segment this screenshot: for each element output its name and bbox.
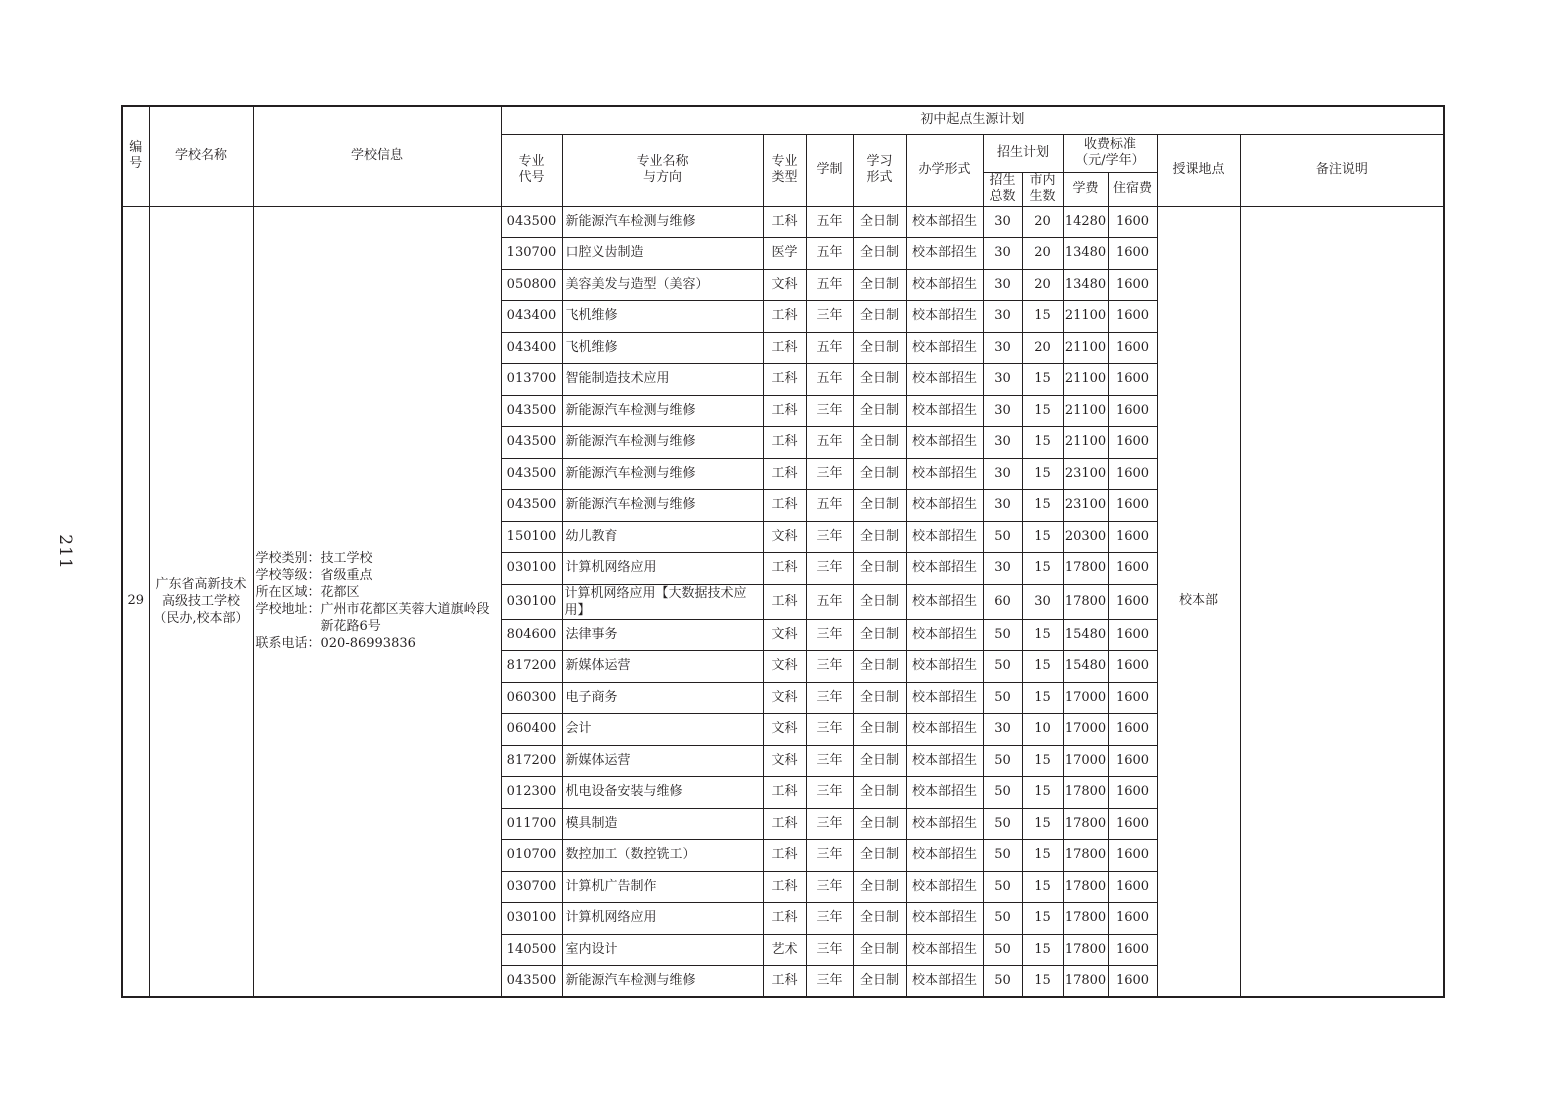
header-major-name: 专业名称与方向 bbox=[562, 134, 763, 206]
cell-tuition: 17800 bbox=[1063, 934, 1108, 966]
cell-tuition: 17000 bbox=[1063, 714, 1108, 746]
cell-mode: 校本部招生 bbox=[906, 714, 983, 746]
cell-total: 50 bbox=[983, 521, 1022, 553]
cell-total: 30 bbox=[983, 427, 1022, 459]
cell-city: 15 bbox=[1022, 682, 1063, 714]
cell-form: 全日制 bbox=[853, 903, 906, 935]
cell-duration: 五年 bbox=[806, 364, 853, 396]
cell-name: 新能源汽车检测与维修 bbox=[562, 490, 763, 522]
cell-mode: 校本部招生 bbox=[906, 903, 983, 935]
cell-form: 全日制 bbox=[853, 619, 906, 651]
cell-city: 15 bbox=[1022, 490, 1063, 522]
cell-type: 艺术 bbox=[763, 934, 806, 966]
cell-total: 60 bbox=[983, 584, 1022, 619]
cell-mode: 校本部招生 bbox=[906, 745, 983, 777]
cell-mode: 校本部招生 bbox=[906, 934, 983, 966]
enrollment-table bbox=[121, 105, 1445, 998]
cell-total: 50 bbox=[983, 966, 1022, 998]
header-duration: 学制 bbox=[806, 134, 853, 206]
cell-city: 30 bbox=[1022, 584, 1063, 619]
cell-form: 全日制 bbox=[853, 714, 906, 746]
cell-duration: 三年 bbox=[806, 903, 853, 935]
cell-type: 文科 bbox=[763, 745, 806, 777]
header-school-name: 学校名称 bbox=[149, 106, 253, 206]
cell-name: 新能源汽车检测与维修 bbox=[562, 206, 763, 238]
cell-city: 15 bbox=[1022, 521, 1063, 553]
cell-dorm: 1600 bbox=[1108, 619, 1157, 651]
cell-duration: 三年 bbox=[806, 682, 853, 714]
cell-code: 013700 bbox=[501, 364, 562, 396]
header-major-code: 专业代号 bbox=[501, 134, 562, 206]
cell-mode: 校本部招生 bbox=[906, 490, 983, 522]
cell-code: 030100 bbox=[501, 553, 562, 585]
cell-duration: 三年 bbox=[806, 966, 853, 998]
cell-code: 150100 bbox=[501, 521, 562, 553]
cell-duration: 五年 bbox=[806, 206, 853, 238]
header-enroll-total: 招生总数 bbox=[983, 172, 1022, 206]
cell-total: 30 bbox=[983, 206, 1022, 238]
cell-form: 全日制 bbox=[853, 269, 906, 301]
cell-form: 全日制 bbox=[853, 490, 906, 522]
cell-dorm: 1600 bbox=[1108, 934, 1157, 966]
cell-code: 043500 bbox=[501, 966, 562, 998]
cell-tuition: 15480 bbox=[1063, 619, 1108, 651]
cell-code: 043500 bbox=[501, 206, 562, 238]
cell-form: 全日制 bbox=[853, 301, 906, 333]
cell-tuition: 21100 bbox=[1063, 301, 1108, 333]
cell-form: 全日制 bbox=[853, 840, 906, 872]
cell-name: 新能源汽车检测与维修 bbox=[562, 427, 763, 459]
cell-code: 043500 bbox=[501, 490, 562, 522]
cell-duration: 三年 bbox=[806, 301, 853, 333]
cell-mode: 校本部招生 bbox=[906, 871, 983, 903]
header-enroll-plan: 招生计划 bbox=[983, 134, 1063, 172]
cell-dorm: 1600 bbox=[1108, 584, 1157, 619]
cell-name: 计算机网络应用【大数据技术应用】 bbox=[562, 584, 763, 619]
cell-dorm: 1600 bbox=[1108, 682, 1157, 714]
cell-dorm: 1600 bbox=[1108, 395, 1157, 427]
cell-name: 口腔义齿制造 bbox=[562, 238, 763, 270]
cell-tuition: 20300 bbox=[1063, 521, 1108, 553]
cell-mode: 校本部招生 bbox=[906, 553, 983, 585]
cell-code: 140500 bbox=[501, 934, 562, 966]
cell-duration: 五年 bbox=[806, 332, 853, 364]
cell-tuition: 13480 bbox=[1063, 238, 1108, 270]
school-name: 广东省高新技术高级技工学校（民办,校本部） bbox=[149, 206, 253, 997]
cell-type: 工科 bbox=[763, 490, 806, 522]
cell-code: 050800 bbox=[501, 269, 562, 301]
cell-duration: 三年 bbox=[806, 871, 853, 903]
cell-type: 工科 bbox=[763, 332, 806, 364]
cell-tuition: 17800 bbox=[1063, 553, 1108, 585]
cell-dorm: 1600 bbox=[1108, 745, 1157, 777]
cell-mode: 校本部招生 bbox=[906, 395, 983, 427]
cell-code: 817200 bbox=[501, 745, 562, 777]
cell-mode: 校本部招生 bbox=[906, 269, 983, 301]
cell-type: 工科 bbox=[763, 871, 806, 903]
cell-city: 15 bbox=[1022, 364, 1063, 396]
cell-name: 计算机广告制作 bbox=[562, 871, 763, 903]
location-cell: 校本部 bbox=[1157, 206, 1240, 997]
header-study-form: 学习形式 bbox=[853, 134, 906, 206]
cell-total: 30 bbox=[983, 238, 1022, 270]
cell-name: 智能制造技术应用 bbox=[562, 364, 763, 396]
cell-duration: 三年 bbox=[806, 651, 853, 683]
cell-dorm: 1600 bbox=[1108, 206, 1157, 238]
header-index: 编号 bbox=[122, 106, 149, 206]
cell-type: 工科 bbox=[763, 966, 806, 998]
header-fee-standard: 收费标准（元/学年） bbox=[1063, 134, 1157, 172]
cell-name: 法律事务 bbox=[562, 619, 763, 651]
cell-type: 医学 bbox=[763, 238, 806, 270]
cell-form: 全日制 bbox=[853, 745, 906, 777]
cell-total: 30 bbox=[983, 714, 1022, 746]
cell-city: 20 bbox=[1022, 332, 1063, 364]
cell-tuition: 21100 bbox=[1063, 364, 1108, 396]
remarks-cell bbox=[1240, 206, 1444, 997]
cell-city: 15 bbox=[1022, 808, 1063, 840]
page-number: 211 bbox=[55, 534, 75, 570]
cell-tuition: 17800 bbox=[1063, 584, 1108, 619]
cell-form: 全日制 bbox=[853, 521, 906, 553]
cell-mode: 校本部招生 bbox=[906, 966, 983, 998]
cell-form: 全日制 bbox=[853, 332, 906, 364]
cell-tuition: 13480 bbox=[1063, 269, 1108, 301]
cell-type: 工科 bbox=[763, 903, 806, 935]
cell-total: 50 bbox=[983, 619, 1022, 651]
cell-total: 50 bbox=[983, 934, 1022, 966]
cell-city: 15 bbox=[1022, 966, 1063, 998]
cell-mode: 校本部招生 bbox=[906, 682, 983, 714]
info-address: 学校地址： 广州市花都区芙蓉大道旗岭段新花路6号 bbox=[255, 602, 490, 635]
header-plan-title: 初中起点生源计划 bbox=[501, 106, 1444, 134]
cell-form: 全日制 bbox=[853, 206, 906, 238]
cell-city: 15 bbox=[1022, 458, 1063, 490]
cell-code: 804600 bbox=[501, 619, 562, 651]
cell-type: 工科 bbox=[763, 364, 806, 396]
cell-duration: 三年 bbox=[806, 808, 853, 840]
cell-name: 模具制造 bbox=[562, 808, 763, 840]
header-tuition: 学费 bbox=[1063, 172, 1108, 206]
cell-tuition: 17800 bbox=[1063, 903, 1108, 935]
cell-code: 130700 bbox=[501, 238, 562, 270]
cell-tuition: 17800 bbox=[1063, 808, 1108, 840]
cell-city: 15 bbox=[1022, 427, 1063, 459]
cell-duration: 五年 bbox=[806, 490, 853, 522]
cell-code: 012300 bbox=[501, 777, 562, 809]
cell-name: 机电设备安装与维修 bbox=[562, 777, 763, 809]
cell-total: 50 bbox=[983, 903, 1022, 935]
cell-city: 15 bbox=[1022, 553, 1063, 585]
cell-total: 50 bbox=[983, 808, 1022, 840]
cell-form: 全日制 bbox=[853, 553, 906, 585]
cell-mode: 校本部招生 bbox=[906, 840, 983, 872]
cell-city: 15 bbox=[1022, 777, 1063, 809]
cell-mode: 校本部招生 bbox=[906, 584, 983, 619]
cell-mode: 校本部招生 bbox=[906, 427, 983, 459]
cell-code: 043500 bbox=[501, 395, 562, 427]
header-remarks: 备注说明 bbox=[1240, 134, 1444, 206]
header-location: 授课地点 bbox=[1157, 134, 1240, 206]
cell-form: 全日制 bbox=[853, 777, 906, 809]
cell-type: 工科 bbox=[763, 808, 806, 840]
cell-name: 美容美发与造型（美容） bbox=[562, 269, 763, 301]
cell-duration: 五年 bbox=[806, 584, 853, 619]
cell-city: 15 bbox=[1022, 395, 1063, 427]
cell-dorm: 1600 bbox=[1108, 490, 1157, 522]
cell-code: 030100 bbox=[501, 903, 562, 935]
cell-name: 计算机网络应用 bbox=[562, 553, 763, 585]
cell-duration: 三年 bbox=[806, 458, 853, 490]
cell-duration: 三年 bbox=[806, 934, 853, 966]
cell-type: 文科 bbox=[763, 714, 806, 746]
cell-form: 全日制 bbox=[853, 395, 906, 427]
cell-code: 043500 bbox=[501, 458, 562, 490]
cell-mode: 校本部招生 bbox=[906, 364, 983, 396]
cell-dorm: 1600 bbox=[1108, 553, 1157, 585]
header-major-type: 专业类型 bbox=[763, 134, 806, 206]
cell-total: 30 bbox=[983, 269, 1022, 301]
cell-city: 10 bbox=[1022, 714, 1063, 746]
cell-duration: 三年 bbox=[806, 840, 853, 872]
cell-total: 50 bbox=[983, 840, 1022, 872]
cell-duration: 三年 bbox=[806, 777, 853, 809]
cell-total: 50 bbox=[983, 682, 1022, 714]
cell-duration: 五年 bbox=[806, 427, 853, 459]
cell-dorm: 1600 bbox=[1108, 301, 1157, 333]
cell-city: 15 bbox=[1022, 903, 1063, 935]
cell-type: 工科 bbox=[763, 427, 806, 459]
cell-total: 30 bbox=[983, 395, 1022, 427]
header-enroll-city: 市内生数 bbox=[1022, 172, 1063, 206]
cell-city: 15 bbox=[1022, 934, 1063, 966]
cell-dorm: 1600 bbox=[1108, 332, 1157, 364]
cell-form: 全日制 bbox=[853, 427, 906, 459]
header-dorm-fee: 住宿费 bbox=[1108, 172, 1157, 206]
cell-type: 文科 bbox=[763, 651, 806, 683]
cell-tuition: 23100 bbox=[1063, 490, 1108, 522]
cell-dorm: 1600 bbox=[1108, 427, 1157, 459]
cell-city: 15 bbox=[1022, 651, 1063, 683]
cell-tuition: 17800 bbox=[1063, 871, 1108, 903]
info-district: 所在区域： 花都区 bbox=[255, 585, 360, 601]
cell-mode: 校本部招生 bbox=[906, 808, 983, 840]
cell-tuition: 21100 bbox=[1063, 395, 1108, 427]
cell-mode: 校本部招生 bbox=[906, 619, 983, 651]
cell-total: 30 bbox=[983, 553, 1022, 585]
cell-code: 060400 bbox=[501, 714, 562, 746]
cell-form: 全日制 bbox=[853, 238, 906, 270]
cell-form: 全日制 bbox=[853, 966, 906, 998]
cell-tuition: 17000 bbox=[1063, 682, 1108, 714]
cell-code: 011700 bbox=[501, 808, 562, 840]
cell-type: 工科 bbox=[763, 840, 806, 872]
cell-tuition: 17800 bbox=[1063, 840, 1108, 872]
cell-city: 20 bbox=[1022, 206, 1063, 238]
cell-name: 飞机维修 bbox=[562, 301, 763, 333]
cell-dorm: 1600 bbox=[1108, 871, 1157, 903]
info-level: 学校等级： 省级重点 bbox=[255, 568, 373, 584]
cell-form: 全日制 bbox=[853, 458, 906, 490]
cell-tuition: 21100 bbox=[1063, 427, 1108, 459]
cell-mode: 校本部招生 bbox=[906, 458, 983, 490]
cell-total: 50 bbox=[983, 745, 1022, 777]
cell-form: 全日制 bbox=[853, 682, 906, 714]
cell-dorm: 1600 bbox=[1108, 903, 1157, 935]
cell-name: 飞机维修 bbox=[562, 332, 763, 364]
cell-form: 全日制 bbox=[853, 871, 906, 903]
cell-name: 幼儿教育 bbox=[562, 521, 763, 553]
cell-code: 817200 bbox=[501, 651, 562, 683]
cell-code: 043400 bbox=[501, 332, 562, 364]
school-index: 29 bbox=[122, 206, 149, 997]
cell-code: 010700 bbox=[501, 840, 562, 872]
cell-dorm: 1600 bbox=[1108, 238, 1157, 270]
cell-total: 30 bbox=[983, 301, 1022, 333]
table-body bbox=[122, 206, 1444, 997]
cell-name: 新媒体运营 bbox=[562, 745, 763, 777]
cell-dorm: 1600 bbox=[1108, 458, 1157, 490]
cell-name: 计算机网络应用 bbox=[562, 903, 763, 935]
cell-name: 电子商务 bbox=[562, 682, 763, 714]
cell-tuition: 17000 bbox=[1063, 745, 1108, 777]
cell-type: 工科 bbox=[763, 206, 806, 238]
cell-city: 15 bbox=[1022, 619, 1063, 651]
cell-mode: 校本部招生 bbox=[906, 238, 983, 270]
cell-code: 060300 bbox=[501, 682, 562, 714]
cell-name: 新能源汽车检测与维修 bbox=[562, 966, 763, 998]
cell-type: 工科 bbox=[763, 777, 806, 809]
cell-mode: 校本部招生 bbox=[906, 332, 983, 364]
cell-dorm: 1600 bbox=[1108, 651, 1157, 683]
cell-city: 15 bbox=[1022, 301, 1063, 333]
cell-mode: 校本部招生 bbox=[906, 777, 983, 809]
cell-name: 新能源汽车检测与维修 bbox=[562, 458, 763, 490]
cell-tuition: 17800 bbox=[1063, 966, 1108, 998]
cell-total: 50 bbox=[983, 777, 1022, 809]
cell-duration: 三年 bbox=[806, 553, 853, 585]
cell-name: 会计 bbox=[562, 714, 763, 746]
cell-code: 030700 bbox=[501, 871, 562, 903]
cell-dorm: 1600 bbox=[1108, 777, 1157, 809]
cell-dorm: 1600 bbox=[1108, 364, 1157, 396]
cell-name: 室内设计 bbox=[562, 934, 763, 966]
cell-tuition: 21100 bbox=[1063, 332, 1108, 364]
cell-city: 15 bbox=[1022, 745, 1063, 777]
cell-duration: 三年 bbox=[806, 619, 853, 651]
cell-code: 043400 bbox=[501, 301, 562, 333]
cell-city: 20 bbox=[1022, 238, 1063, 270]
cell-mode: 校本部招生 bbox=[906, 206, 983, 238]
cell-type: 工科 bbox=[763, 395, 806, 427]
cell-code: 043500 bbox=[501, 427, 562, 459]
table-row bbox=[122, 206, 1444, 238]
header-school-form: 办学形式 bbox=[906, 134, 983, 206]
cell-name: 数控加工（数控铣工） bbox=[562, 840, 763, 872]
cell-type: 文科 bbox=[763, 521, 806, 553]
cell-city: 15 bbox=[1022, 871, 1063, 903]
cell-type: 文科 bbox=[763, 619, 806, 651]
cell-tuition: 17800 bbox=[1063, 777, 1108, 809]
cell-duration: 五年 bbox=[806, 238, 853, 270]
cell-total: 50 bbox=[983, 651, 1022, 683]
cell-dorm: 1600 bbox=[1108, 269, 1157, 301]
cell-dorm: 1600 bbox=[1108, 966, 1157, 998]
cell-duration: 三年 bbox=[806, 745, 853, 777]
cell-total: 30 bbox=[983, 490, 1022, 522]
info-phone: 联系电话： 020-86993836 bbox=[255, 636, 416, 652]
cell-duration: 三年 bbox=[806, 521, 853, 553]
cell-type: 文科 bbox=[763, 682, 806, 714]
cell-tuition: 14280 bbox=[1063, 206, 1108, 238]
cell-tuition: 23100 bbox=[1063, 458, 1108, 490]
cell-dorm: 1600 bbox=[1108, 714, 1157, 746]
cell-type: 工科 bbox=[763, 553, 806, 585]
cell-name: 新媒体运营 bbox=[562, 651, 763, 683]
cell-dorm: 1600 bbox=[1108, 840, 1157, 872]
cell-city: 15 bbox=[1022, 840, 1063, 872]
cell-total: 50 bbox=[983, 871, 1022, 903]
cell-form: 全日制 bbox=[853, 808, 906, 840]
cell-name: 新能源汽车检测与维修 bbox=[562, 395, 763, 427]
cell-mode: 校本部招生 bbox=[906, 301, 983, 333]
cell-mode: 校本部招生 bbox=[906, 651, 983, 683]
cell-mode: 校本部招生 bbox=[906, 521, 983, 553]
cell-form: 全日制 bbox=[853, 934, 906, 966]
cell-form: 全日制 bbox=[853, 651, 906, 683]
cell-form: 全日制 bbox=[853, 364, 906, 396]
cell-type: 工科 bbox=[763, 458, 806, 490]
cell-duration: 三年 bbox=[806, 395, 853, 427]
cell-duration: 三年 bbox=[806, 714, 853, 746]
cell-type: 工科 bbox=[763, 301, 806, 333]
cell-total: 30 bbox=[983, 332, 1022, 364]
cell-tuition: 15480 bbox=[1063, 651, 1108, 683]
cell-dorm: 1600 bbox=[1108, 808, 1157, 840]
header-school-info: 学校信息 bbox=[253, 106, 501, 206]
cell-city: 20 bbox=[1022, 269, 1063, 301]
cell-type: 工科 bbox=[763, 584, 806, 619]
cell-code: 030100 bbox=[501, 584, 562, 619]
cell-dorm: 1600 bbox=[1108, 521, 1157, 553]
cell-duration: 五年 bbox=[806, 269, 853, 301]
cell-form: 全日制 bbox=[853, 584, 906, 619]
info-category: 学校类别： 技工学校 bbox=[255, 551, 373, 567]
school-info bbox=[253, 206, 501, 997]
cell-total: 30 bbox=[983, 364, 1022, 396]
cell-type: 文科 bbox=[763, 269, 806, 301]
cell-total: 30 bbox=[983, 458, 1022, 490]
